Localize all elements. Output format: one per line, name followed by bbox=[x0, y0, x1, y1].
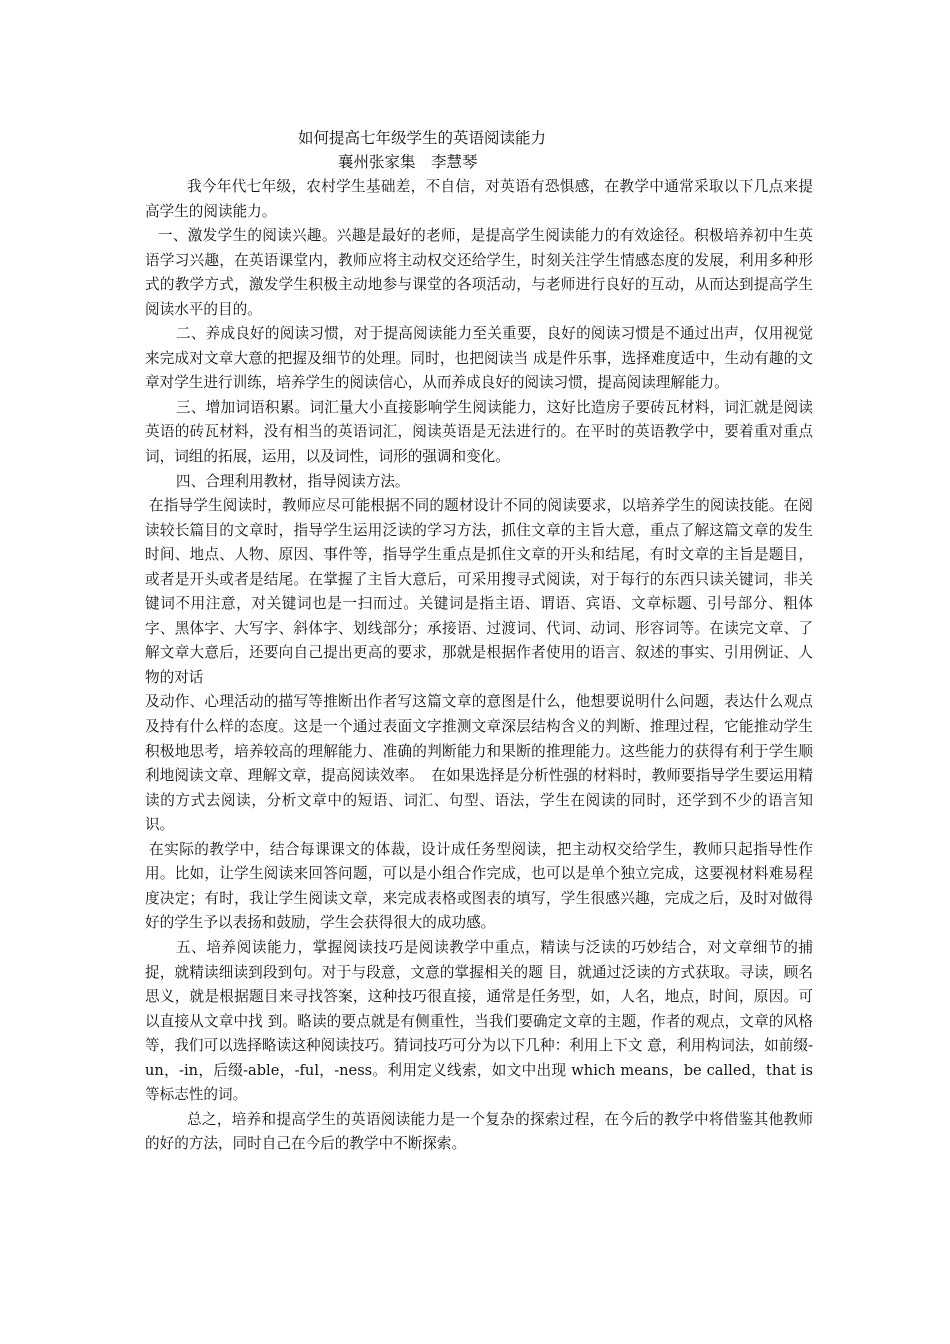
paragraph-conclusion: 总之，培养和提高学生的英语阅读能力是一个复杂的探索过程，在今后的教学中将借鉴其他教师的好的方法，同时自己在今后的教学中不断探索。 bbox=[145, 1110, 813, 1153]
paragraph-section-4-body: 在指导学生阅读时，教师应尽可能根据不同的题材设计不同的阅读要求，以培养学生的阅读技能。在阅读较长篇目的文章时，指导学生运用泛读的学习方法，抓住文章的主旨大意，重点了解这篇文章的发生时间、地点、人物、原因、事件等，指导学生重点是抓住文章的开头和结尾，有时文章的主旨是题目，或者是开头或者是结尾。在掌握了主旨大意后，可采用搜寻式阅读，对于每行的东西只读关键词，非关键词不用注意，对关键词也是一扫而过。关键词是指主语、谓语、宾语、文章标题、引号部分、粗体字、黑体字、大写字、斜体字、划线部分；承接语、过渡词、代词、动词、形容词等。在读完文章、了解文章大意后，还要向自己提出更高的要求，那就是根据作者使用的语言、叙述的事实、引用例证、人物的对话 bbox=[145, 497, 813, 686]
paragraph-section-1: 一、激发学生的阅读兴趣。兴趣是最好的老师，是提高学生阅读能力的有效途径。积极培养初中生英语学习兴趣，在英语课堂内，教师应将主动权交还给学生，时刻关注学生情感态度的发展，利用多种形式的教学方式，激发学生积极主动地参与课堂的各项活动，与老师进行良好的互动，从而达到提高学生阅读水平的目的。 bbox=[145, 227, 813, 318]
paragraph-intro: 我今年代七年级，农村学生基础差，不自信，对英语有恐惧感，在教学中通常采取以下几点来提高学生的阅读能力。 bbox=[145, 178, 813, 220]
document-author: 襄州张家集 李慧琴 bbox=[338, 153, 478, 171]
paragraph-section-2: 二、养成良好的阅读习惯，对于提高阅读能力至关重要，良好的阅读习惯是不通过出声，仅用视觉来完成对文章大意的把握及细节的处理。同时，也把阅读当 成是件乐事，选择难度适中，生动有趣的文章对学生进行训练，培养学生的阅读信心，从而养成良好的阅读习惯，提高阅读理解能力。 bbox=[145, 325, 813, 392]
paragraph-section-5: 五、培养阅读能力，掌握阅读技巧是阅读教学中重点，精读与泛读的巧妙结合，对文章细节的捕捉，就精读细读到段到句。对于与段意，文意的掌握相关的题 目，就通过泛读的方式获取。寻读，顾名思义，就是根据题目来寻找答案，这种技巧很直接，通常是任务型，如，人名，地点，时间，原因。可以直接从文章中找 到。略读的要点就是有侧重性，当我们要确定文章的主题，作者的观点，文章的风格等，我们可以选择略读这种阅读技巧。猜词技巧可分为以下几种：利用上下文 意，利用构词法，如前缀-un，-in，后缀-able，-ful，-ness。利用定义线索，如文中出现 which means，be called，that is 等标志性的词。 bbox=[145, 938, 813, 1104]
document-title: 如何提高七年级学生的英语阅读能力 bbox=[298, 129, 547, 147]
paragraph-section-4-continued: 及动作、心理活动的描写等推断出作者写这篇文章的意图是什么，他想要说明什么问题，表达什么观点及持有什么样的态度。这是一个通过表面文字推测文章深层结构含义的判断、推理过程，它能推动学生积极地思考，培养较高的理解能力、准确的判断能力和果断的推理能力。这些能力的获得有利于学生顺利地阅读文章、理解文章，提高阅读效率。 在如果选择是分析性强的材料时，教师要指导学生要运用精读的方式去阅读，分析文章中的短语、词汇、句型、语法，学生在阅读的同时，还学到不少的语言知识。 bbox=[145, 693, 813, 834]
paragraph-task-reading: 在实际的教学中，结合每课课文的体裁，设计成任务型阅读，把主动权交给学生，教师只起指导性作用。比如，让学生阅读来回答问题，可以是小组合作完成，也可以是单个独立完成，这要视材料难易程度决定；有时，我让学生阅读文章，来完成表格或图表的填写，学生很感兴趣，完成之后，及时对做得好的学生予以表扬和鼓励，学生会获得很大的成功感。 bbox=[145, 840, 813, 932]
paragraph-section-3: 三、增加词语积累。词汇量大小直接影响学生阅读能力，这好比造房子要砖瓦材料，词汇就是阅读英语的砖瓦材料，没有相当的英语词汇，阅读英语是无法进行的。在平时的英语教学中，要着重对重点词，词组的拓展，运用，以及词性，词形的强调和变化。 bbox=[145, 398, 813, 466]
paragraph-section-4-heading: 四、合理利用教材，指导阅读方法。 bbox=[176, 472, 410, 490]
document-body bbox=[145, 175, 813, 1157]
